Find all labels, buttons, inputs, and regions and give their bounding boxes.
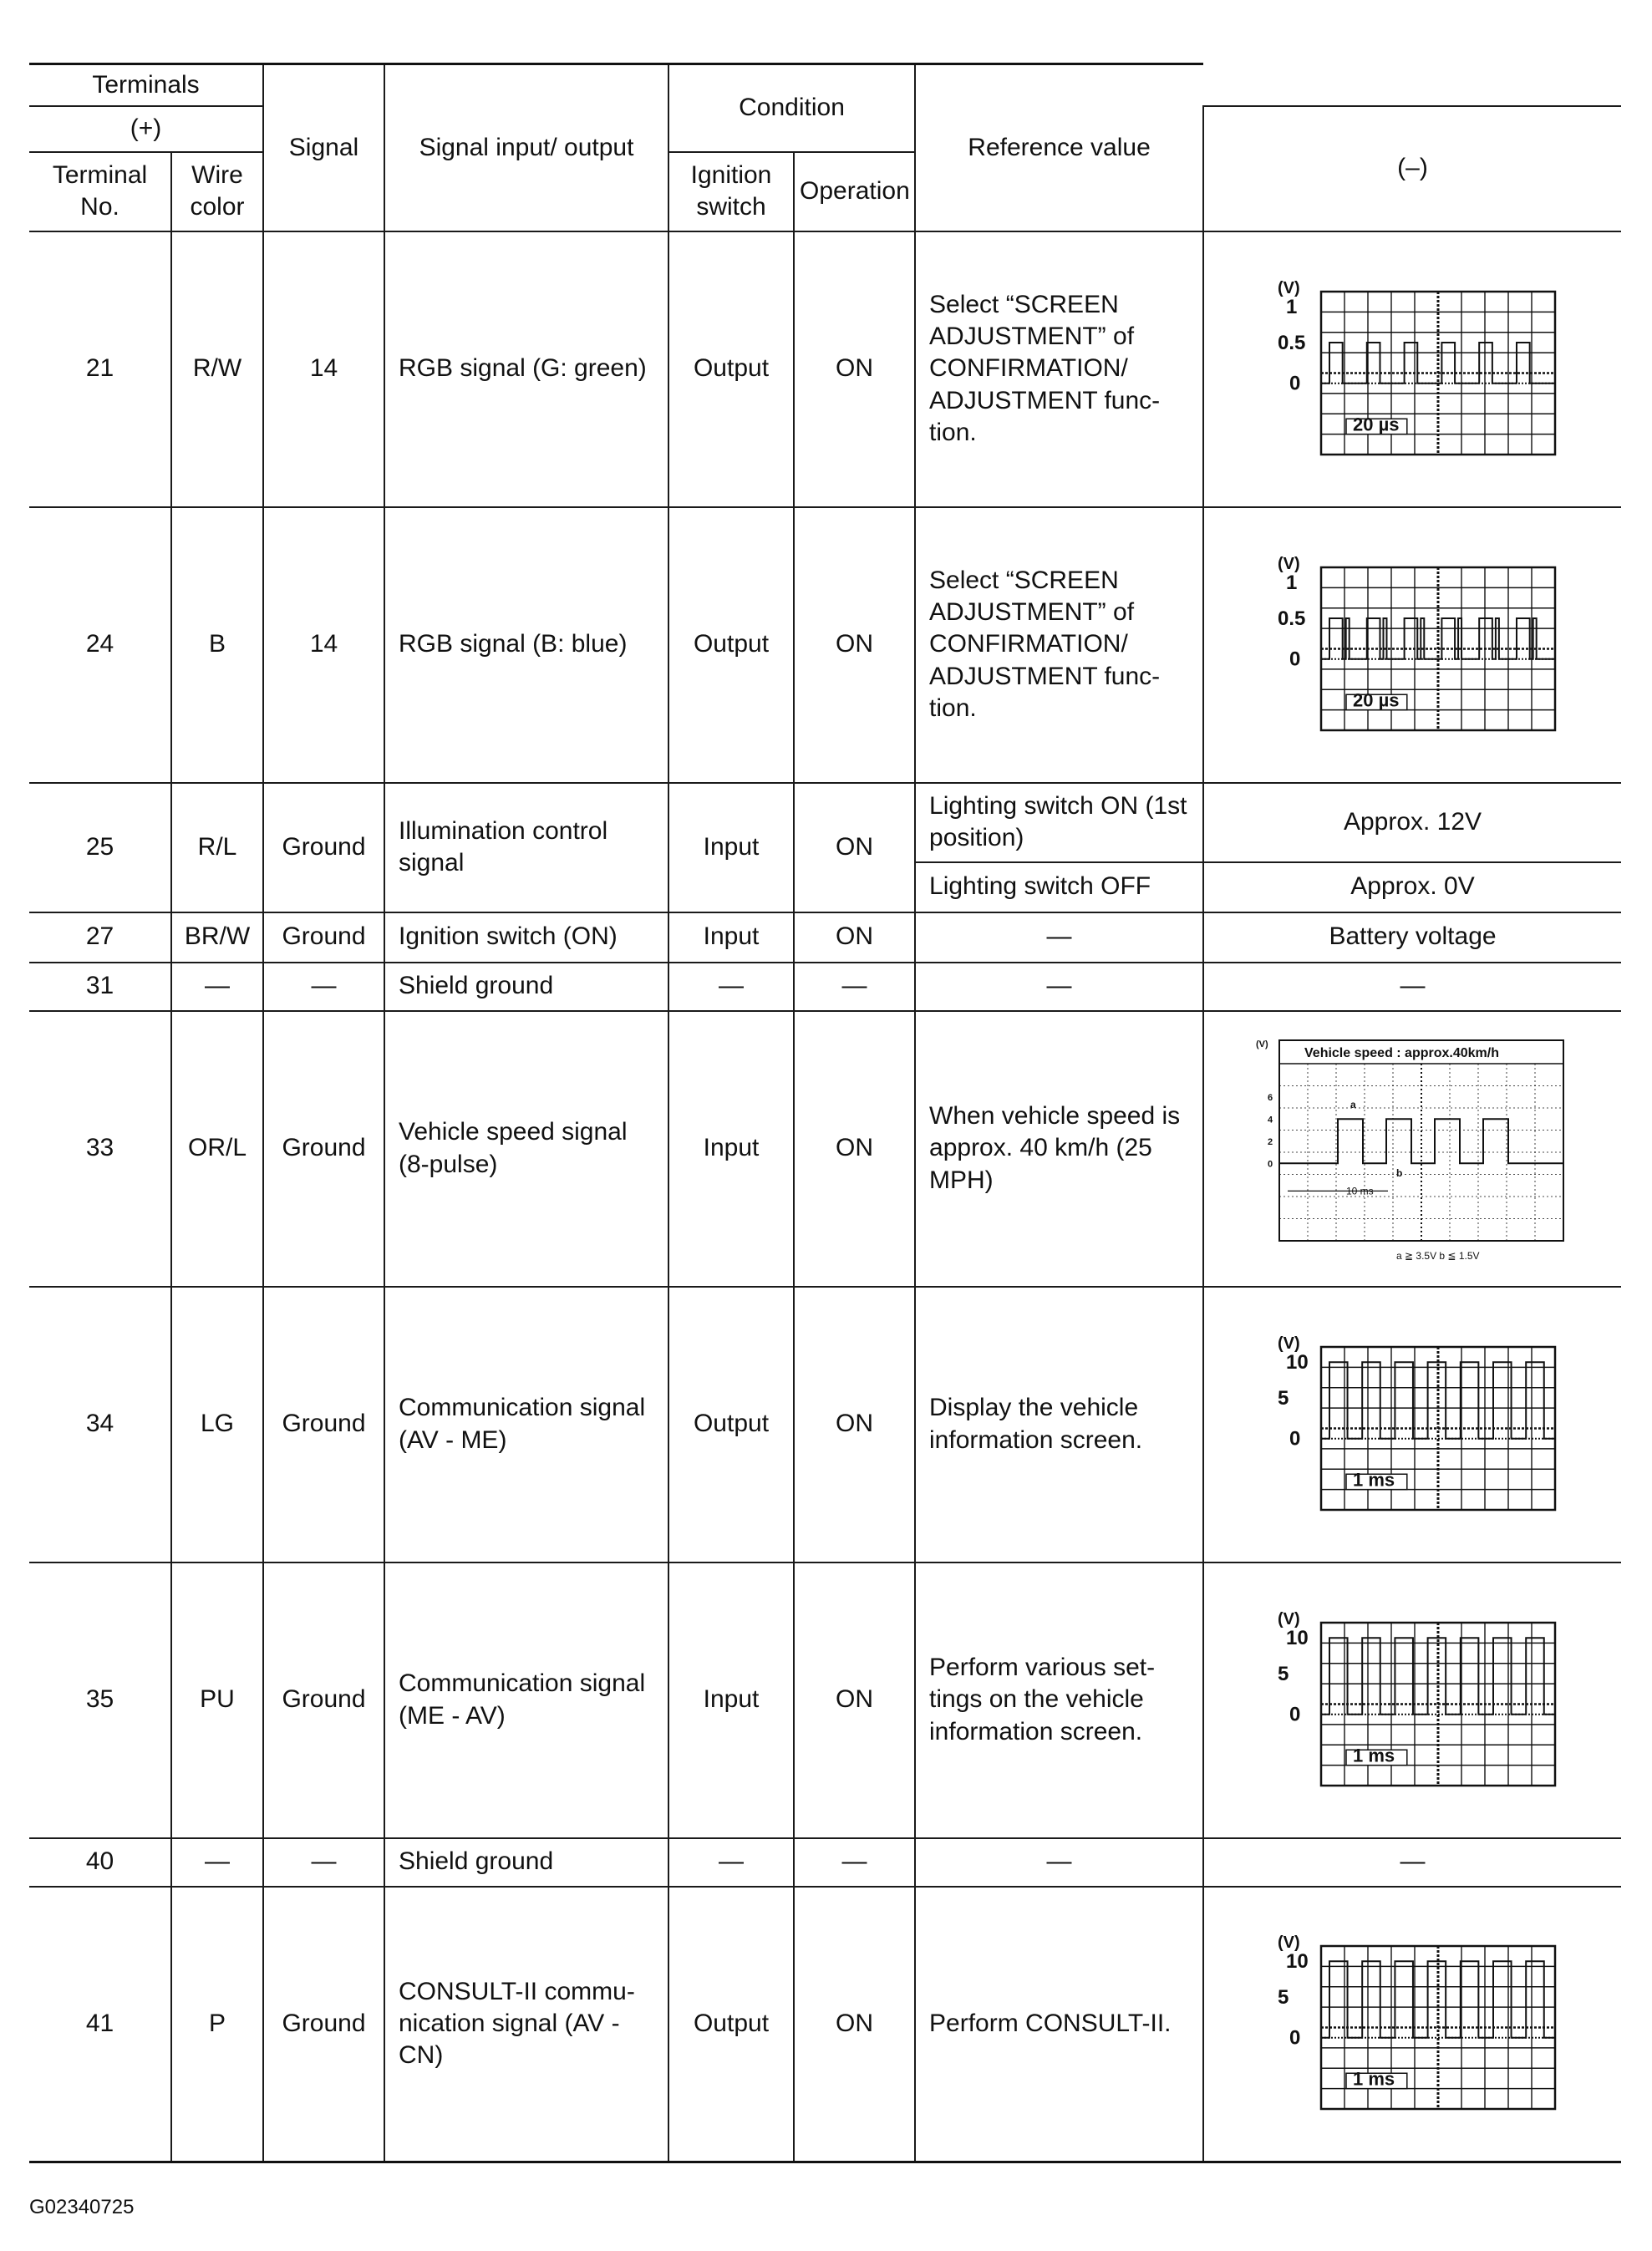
- waveform-chart: [1263, 1928, 1563, 2120]
- vehicle-speed-waveform: [1254, 1032, 1572, 1266]
- waveform-time-base: 20 µs: [1352, 689, 1400, 711]
- reference-value: Battery voltage: [1203, 912, 1621, 963]
- operation: Lighting switch ON (1st position): [915, 783, 1203, 862]
- waveform-y-tick: 4: [1267, 1114, 1273, 1125]
- header-terminal-no: Terminal No.: [29, 152, 171, 231]
- ignition-switch: —: [794, 1838, 915, 1887]
- signal-name: Shield ground: [384, 963, 668, 1011]
- waveform-time-base: 1 ms: [1352, 1469, 1395, 1491]
- minus-terminal: Ground: [263, 783, 384, 912]
- operation: —: [915, 963, 1203, 1011]
- wire-color: OR/L: [171, 1011, 263, 1287]
- reference-waveform: [1203, 1887, 1621, 2162]
- operation: Select “SCREEN ADJUSTMENT” of CONFIRMATION/ ADJUSTMENT func-tion.: [915, 507, 1203, 783]
- operation: Perform various set-tings on the vehicle information screen.: [915, 1562, 1203, 1838]
- signal-name: Communication signal (ME - AV): [384, 1562, 668, 1838]
- waveform-unit: (V): [1277, 278, 1300, 297]
- label-b: b: [1395, 1166, 1402, 1179]
- waveform-y-tick: 0: [1267, 1158, 1273, 1169]
- reference-value: Approx. 0V: [1203, 862, 1621, 912]
- waveform-note: a ≧ 3.5V b ≦ 1.5V: [1395, 1249, 1480, 1262]
- reference-waveform: [1203, 1011, 1621, 1287]
- reference-value: —: [1203, 963, 1621, 1011]
- terminal-no: 33: [29, 1011, 171, 1287]
- header-reference-value: Reference value: [915, 64, 1203, 231]
- minus-terminal: 14: [263, 507, 384, 783]
- signal-name: CONSULT-II commu-nication signal (AV - CN): [384, 1887, 668, 2162]
- signal-name: RGB signal (G: green): [384, 231, 668, 507]
- label-a: a: [1350, 1098, 1356, 1110]
- waveform-y-zero: 0: [1289, 648, 1300, 671]
- reference-value: Approx. 12V: [1203, 783, 1621, 862]
- wire-color: R/L: [171, 783, 263, 912]
- operation: —: [915, 912, 1203, 963]
- reference-waveform: [1203, 1562, 1621, 1838]
- terminal-no: 35: [29, 1562, 171, 1838]
- table-row: [29, 1887, 1621, 2162]
- ignition-switch: ON: [794, 1011, 915, 1287]
- table-row: [29, 1838, 1621, 1887]
- wire-color: BR/W: [171, 912, 263, 963]
- ignition-switch: ON: [794, 912, 915, 963]
- waveform-y-tick: 2: [1267, 1136, 1273, 1147]
- signal-name: Shield ground: [384, 1838, 668, 1887]
- reference-waveform: [1203, 231, 1621, 507]
- waveform-y-zero: 0: [1289, 372, 1300, 395]
- wire-color: —: [171, 1838, 263, 1887]
- signal-io: Output: [668, 507, 794, 783]
- signal-io: Input: [668, 912, 794, 963]
- waveform-unit: (V): [1277, 1334, 1300, 1353]
- table-body: [29, 231, 1621, 2162]
- minus-terminal: Ground: [263, 1011, 384, 1287]
- minus-terminal: —: [263, 963, 384, 1011]
- signal-io: —: [668, 1838, 794, 1887]
- wire-color: R/W: [171, 231, 263, 507]
- header-ignition-switch: Ignition switch: [668, 152, 794, 231]
- waveform-y-top: 10: [1285, 1950, 1309, 1974]
- terminal-no: 24: [29, 507, 171, 783]
- header-condition: Condition: [668, 64, 915, 152]
- signal-io: Output: [668, 231, 794, 507]
- terminal-no: 25: [29, 783, 171, 912]
- table-row: [29, 507, 1621, 783]
- waveform-unit: (V): [1277, 1933, 1300, 1953]
- signal-io: Input: [668, 783, 794, 912]
- reference-value: —: [1203, 1838, 1621, 1887]
- waveform-y-zero: 0: [1289, 1703, 1300, 1726]
- waveform-y-mid: 5: [1277, 1386, 1289, 1410]
- header-plus: (+): [29, 106, 263, 152]
- waveform-y-mid: 5: [1277, 1662, 1289, 1685]
- waveform-y-top: 10: [1285, 1350, 1309, 1374]
- ignition-switch: ON: [794, 231, 915, 507]
- reference-waveform: [1203, 507, 1621, 783]
- wire-color: B: [171, 507, 263, 783]
- signal-name: Vehicle speed signal (8-pulse): [384, 1011, 668, 1287]
- waveform-chart: [1263, 273, 1563, 465]
- ignition-switch: ON: [794, 507, 915, 783]
- minus-terminal: Ground: [263, 912, 384, 963]
- table-row: [29, 963, 1621, 1011]
- table-row: [29, 783, 1621, 862]
- waveform-y-top: 10: [1285, 1626, 1309, 1649]
- signal-io: Output: [668, 1887, 794, 2162]
- ignition-switch: ON: [794, 783, 915, 912]
- waveform-y-mid: 0.5: [1277, 607, 1305, 630]
- signal-io: Output: [668, 1287, 794, 1562]
- waveform-unit: (V): [1255, 1039, 1268, 1049]
- table-row: [29, 912, 1621, 963]
- waveform-y-tick: 6: [1267, 1092, 1273, 1103]
- table-row: [29, 231, 1621, 507]
- terminal-no: 21: [29, 231, 171, 507]
- wire-color: PU: [171, 1562, 263, 1838]
- signal-io: Input: [668, 1011, 794, 1287]
- operation: When vehicle speed is approx. 40 km/h (25 MPH): [915, 1011, 1203, 1287]
- terminal-reference-table: [29, 63, 1621, 2163]
- ignition-switch: ON: [794, 1887, 915, 2162]
- terminal-no: 41: [29, 1887, 171, 2162]
- header-signal-io: Signal input/ output: [384, 64, 668, 231]
- minus-terminal: Ground: [263, 1562, 384, 1838]
- signal-name: Ignition switch (ON): [384, 912, 668, 963]
- operation: Perform CONSULT-II.: [915, 1887, 1203, 2162]
- signal-name: Illumination control signal: [384, 783, 668, 912]
- wire-color: LG: [171, 1287, 263, 1562]
- waveform-time-base: 10 ms: [1345, 1184, 1374, 1197]
- ignition-switch: ON: [794, 1287, 915, 1562]
- table-row: [29, 1287, 1621, 1562]
- waveform-y-mid: 5: [1277, 1986, 1289, 2010]
- operation: Lighting switch OFF: [915, 862, 1203, 912]
- waveform-unit: (V): [1277, 554, 1300, 573]
- waveform-y-zero: 0: [1289, 1427, 1300, 1451]
- minus-terminal: —: [263, 1838, 384, 1887]
- waveform-y-zero: 0: [1289, 2026, 1300, 2050]
- ignition-switch: —: [794, 963, 915, 1011]
- table-row: [29, 1011, 1621, 1287]
- waveform-time-base: 1 ms: [1352, 2068, 1395, 2090]
- waveform-chart: [1263, 1329, 1563, 1521]
- waveform-y-mid: 0.5: [1277, 331, 1305, 354]
- waveform-time-base: 20 µs: [1352, 414, 1400, 435]
- waveform-y-top: 1: [1285, 571, 1297, 594]
- operation: —: [915, 1838, 1203, 1887]
- minus-terminal: Ground: [263, 1887, 384, 2162]
- minus-terminal: Ground: [263, 1287, 384, 1562]
- table-row: [29, 1562, 1621, 1838]
- waveform-unit: (V): [1277, 1609, 1300, 1629]
- operation: Display the vehicle information screen.: [915, 1287, 1203, 1562]
- header-terminals: Terminals: [29, 64, 263, 106]
- waveform-y-top: 1: [1285, 295, 1297, 318]
- signal-io: Input: [668, 1562, 794, 1838]
- figure-code: G02340725: [29, 2196, 135, 2218]
- terminal-no: 27: [29, 912, 171, 963]
- waveform-chart: [1263, 549, 1563, 741]
- signal-io: —: [668, 963, 794, 1011]
- terminal-no: 40: [29, 1838, 171, 1887]
- operation: Select “SCREEN ADJUSTMENT” of CONFIRMATION/ ADJUSTMENT func-tion.: [915, 231, 1203, 507]
- terminal-no: 31: [29, 963, 171, 1011]
- ignition-switch: ON: [794, 1562, 915, 1838]
- signal-name: RGB signal (B: blue): [384, 507, 668, 783]
- waveform-time-base: 1 ms: [1352, 1745, 1395, 1766]
- header-minus: (–): [1203, 106, 1621, 231]
- waveform-title: Vehicle speed : approx.40km/h: [1304, 1045, 1499, 1060]
- reference-waveform: [1203, 1287, 1621, 1562]
- wire-color: P: [171, 1887, 263, 2162]
- waveform-chart: [1263, 1604, 1563, 1796]
- terminal-no: 34: [29, 1287, 171, 1562]
- signal-name: Communication signal (AV - ME): [384, 1287, 668, 1562]
- header-signal: Signal: [263, 64, 384, 231]
- header-operation: Operation: [794, 152, 915, 231]
- wire-color: —: [171, 963, 263, 1011]
- minus-terminal: 14: [263, 231, 384, 507]
- header-wire-color: Wire color: [171, 152, 263, 231]
